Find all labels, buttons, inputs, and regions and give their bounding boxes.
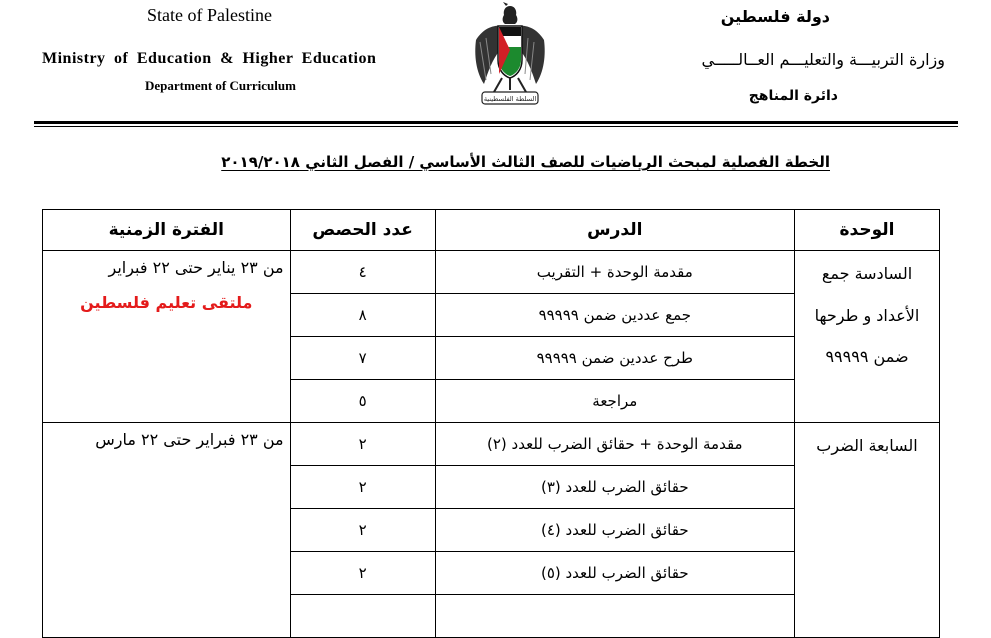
ministry-name-ar: وزارة التربيـــة والتعليـــم العــالـــــي [701, 50, 945, 69]
header-unit: الوحدة [795, 210, 940, 251]
header-period: الفترة الزمنية [43, 210, 291, 251]
count-cell: ٧ [290, 337, 435, 380]
count-cell [290, 595, 435, 638]
period-text: من ٢٣ فبراير حتى ٢٢ مارس [95, 430, 284, 449]
lesson-cell: حقائق الضرب للعدد (٥) [435, 552, 794, 595]
count-cell: ٢ [290, 423, 435, 466]
table-header-row [43, 210, 940, 251]
period-cell [43, 251, 291, 423]
department-name-en: Department of Curriculum [145, 78, 296, 93]
page-title: الخطة الفصلية لمبحث الرياضيات للصف الثالث الأساسي / الفصل الثاني ٢٠١٩/٢٠١٨ [221, 153, 830, 171]
period-text: من ٢٣ يناير حتى ٢٢ فبراير [108, 258, 284, 277]
state-name-ar: دولة فلسطين [720, 7, 830, 26]
header-count: عدد الحصص [290, 210, 435, 251]
emblem-caption: السلطة الفلسطينية [483, 95, 537, 103]
semester-plan-table [42, 209, 940, 638]
unit-cell: السابعة الضرب [795, 423, 940, 638]
palestine-eagle-emblem-icon [472, 0, 548, 112]
lesson-cell: مقدمة الوحدة + التقريب [435, 251, 794, 294]
header-rule-thick [34, 121, 958, 124]
lesson-cell: مقدمة الوحدة + حقائق الضرب للعدد (٢) [435, 423, 794, 466]
header-rule-thin [34, 126, 958, 127]
lesson-cell: حقائق الضرب للعدد (٤) [435, 509, 794, 552]
count-cell: ٢ [290, 466, 435, 509]
count-cell: ٨ [290, 294, 435, 337]
lesson-cell: حقائق الضرب للعدد (٣) [435, 466, 794, 509]
watermark-note: ملتقى تعليم فلسطين [80, 293, 253, 313]
lesson-cell: مراجعة [435, 380, 794, 423]
count-cell: ٢ [290, 552, 435, 595]
department-name-ar: دائرة المناهج [748, 88, 838, 104]
ministry-name-en: Ministry of Education & Higher Education [42, 50, 377, 67]
count-cell: ٥ [290, 380, 435, 423]
lesson-cell: طرح عددين ضمن ٩٩٩٩٩ [435, 337, 794, 380]
table-row [43, 251, 940, 294]
count-cell: ٢ [290, 509, 435, 552]
count-cell: ٤ [290, 251, 435, 294]
period-cell [43, 423, 291, 638]
header-lesson: الدرس [435, 210, 794, 251]
lesson-cell: جمع عددين ضمن ٩٩٩٩٩ [435, 294, 794, 337]
unit-cell: السادسة جمع الأعداد و طرحها ضمن ٩٩٩٩٩ [795, 251, 940, 423]
state-name-en: State of Palestine [147, 5, 272, 25]
lesson-cell [435, 595, 794, 638]
table-row [43, 423, 940, 466]
